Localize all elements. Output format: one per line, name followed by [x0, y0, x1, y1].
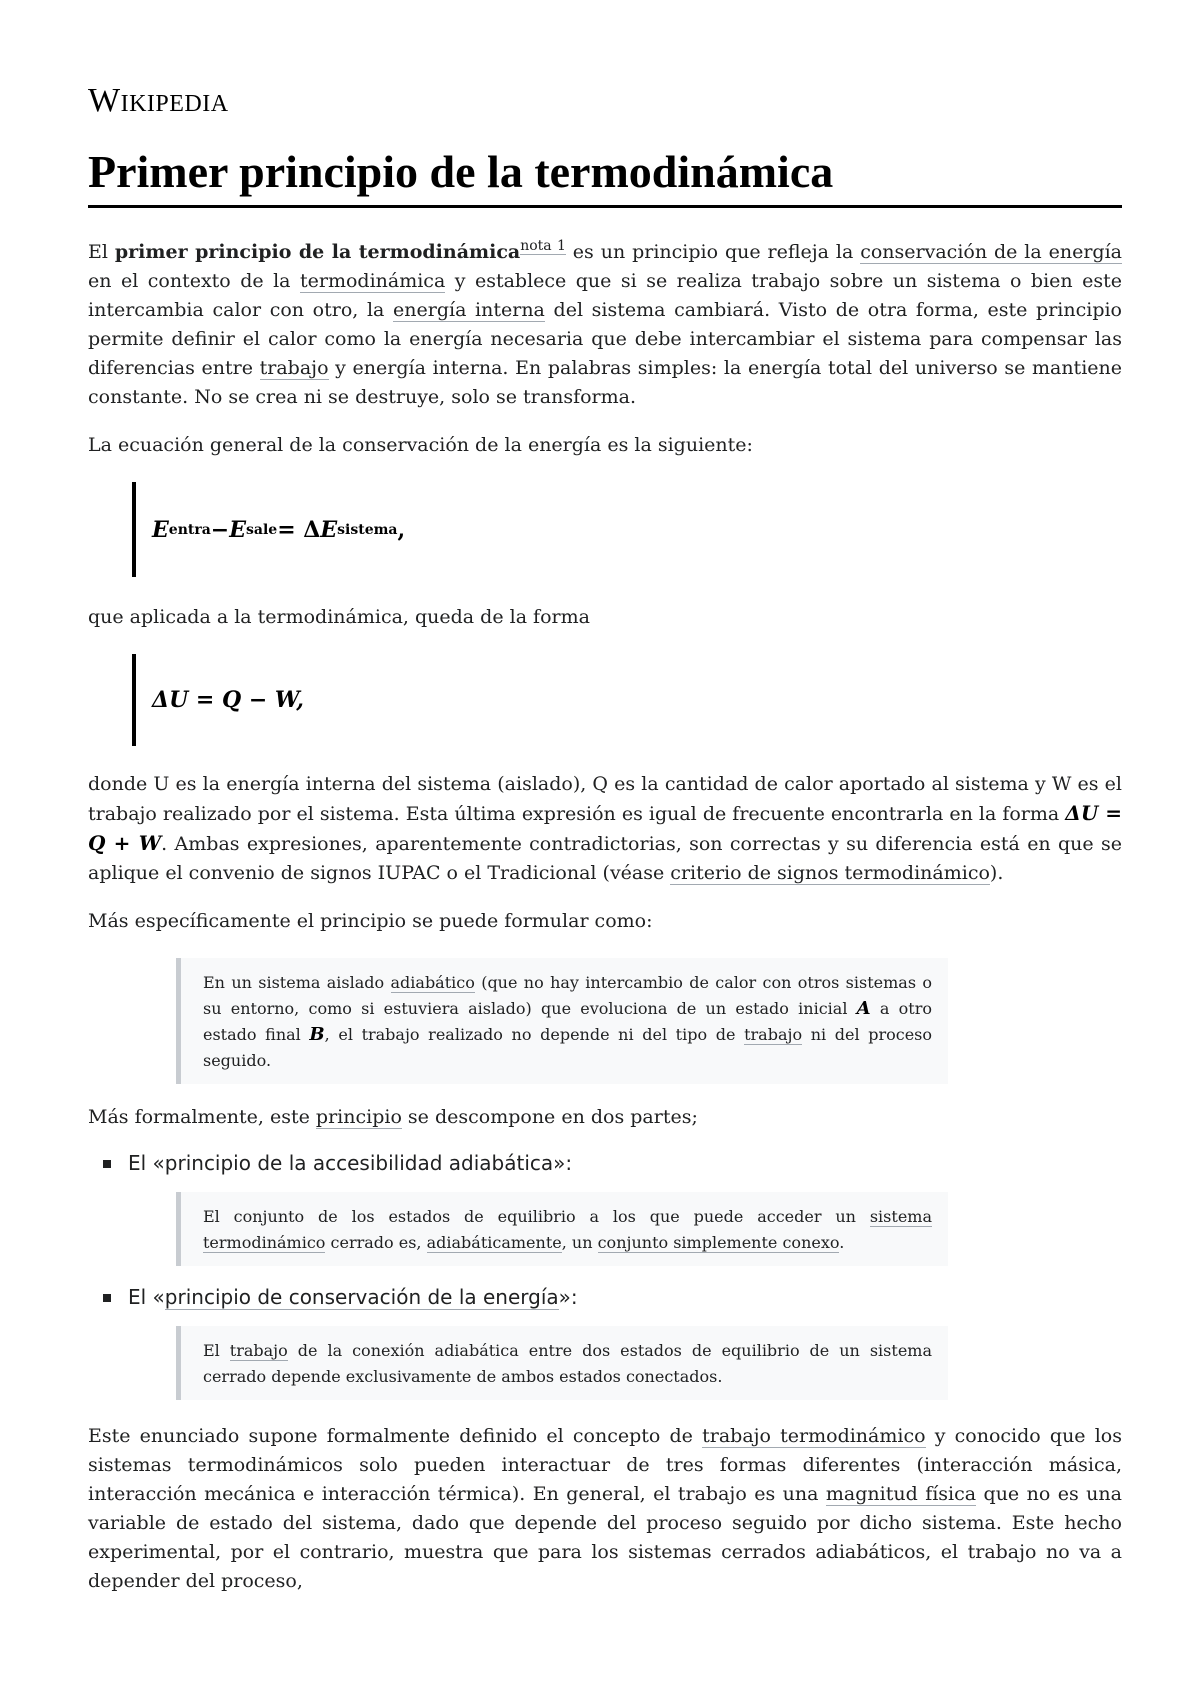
quote-text: , un: [561, 1233, 598, 1253]
quote-text: de la conexión adiabática entre dos estados de equilibrio de un sistema cerrado depende exclusivamente de ambos estados conectados.: [203, 1341, 932, 1387]
math-subscript: sale: [246, 521, 278, 538]
intro-text: y establece que si se realiza trabajo sobre un sistema o bien este intercambia calor con otro, la: [88, 270, 1122, 322]
link-conjunto-simplemente-conexo[interactable]: conjunto simplemente conexo: [597, 1233, 840, 1253]
blockquote-accessibility: [176, 1192, 948, 1266]
inline-math-b: B: [309, 1024, 325, 1046]
principles-list: [88, 1282, 1122, 1312]
final-text: que no es una variable de estado del sistema, dado que depende del proceso seguido por dicho sistema. Este hecho experimental, por el contrario, muestra que para los sistemas cerrados adiabáticos, el trabajo no va a depender del proceso,: [88, 1483, 1122, 1593]
link-trabajo[interactable]: trabajo: [259, 357, 329, 380]
list-item: [88, 1282, 1122, 1312]
intro-text: y energía interna. En palabras simples: la energía total del universo se mantiene constante. No se crea ni se destruye, solo se transforma.: [88, 357, 1122, 409]
final-text: y conocido que los sistemas termodinámicos solo pueden interactuar de tres formas diferentes (interacción másica, interacción mecánica e interacción térmica). En general, el trabajo es una: [88, 1425, 1122, 1506]
note-ref-link[interactable]: nota 1: [520, 238, 566, 255]
quote-text: (que no hay intercambio de calor con otros sistemas o su entorno, como si estuviera aislado) que evoluciona de un estado inicial: [203, 973, 933, 1019]
quote-text: El conjunto de los estados de equilibrio a los que puede acceder un: [203, 1207, 870, 1227]
intro-text: es un principio que refleja la: [565, 241, 861, 264]
page-title: Primer principio de la termodinámica: [88, 144, 1122, 208]
link-conservacion-energia[interactable]: conservación de la energía: [860, 241, 1122, 264]
math-operator: −: [210, 516, 230, 543]
intro-text: en el contexto de la: [88, 270, 300, 293]
inline-math: ΔU = Q + W: [88, 801, 1122, 856]
explanation-text: ).: [989, 862, 1004, 885]
link-sistema-termodinamico[interactable]: sistema termodinámico: [203, 1207, 932, 1253]
quote-text: , el trabajo realizado no depende ni del tipo de: [324, 1025, 745, 1045]
math-operator: = Δ: [277, 516, 321, 543]
formal-paragraph: [88, 1103, 1122, 1132]
link-adiabaticamente[interactable]: adiabáticamente: [426, 1233, 562, 1253]
explanation-text: donde U es la energía interna del sistema (aislado), Q es la cantidad de calor aportado al sistema y W es el trabajo realizado por el sistema. Esta última expresión es igual de frecuente encontrarla en la forma: [88, 773, 1122, 826]
math-symbol: E: [229, 516, 246, 543]
bullet-marker: [103, 1294, 111, 1302]
link-trabajo-termodinamico[interactable]: trabajo termodinámico: [702, 1425, 926, 1448]
formal-text: se descompone en dos partes;: [401, 1106, 698, 1129]
wikipedia-logo[interactable]: Wikipedia: [88, 82, 229, 119]
equation2-intro: que aplicada a la termodinámica, queda de la forma: [88, 606, 590, 629]
explanation-text: . Ambas expresiones, aparentemente contradictorias, son correctas y su diferencia está en que se aplique el convenio de signos IUPAC o el Tradicional (véase: [88, 833, 1122, 885]
link-criterio-signos[interactable]: criterio de signos termodinámico: [670, 862, 990, 885]
math-punctuation: ,: [397, 516, 406, 543]
formal-text: Más formalmente, este: [88, 1106, 316, 1129]
article: [88, 80, 1122, 1596]
link-adiabatico[interactable]: adiabático: [390, 973, 475, 993]
math-expression: ΔU = Q − W,: [152, 687, 304, 714]
list-item-label: »:: [558, 1285, 578, 1310]
link-magnitud-fisica[interactable]: magnitud física: [825, 1483, 977, 1506]
quote-text: .: [839, 1233, 845, 1253]
inline-math-a: A: [856, 998, 871, 1020]
final-text: Este enunciado supone formalmente definido el concepto de: [88, 1425, 703, 1448]
quote-text: ni del proceso seguido.: [203, 1025, 933, 1071]
list-item: [88, 1148, 1122, 1178]
equation-conservation: [132, 482, 1122, 577]
equation-intro: La ecuación general de la conservación de la energía es la siguiente:: [88, 434, 753, 457]
link-termodinamica[interactable]: termodinámica: [299, 270, 446, 293]
intro-text: El: [88, 241, 115, 264]
list-item-label: El «principio de la accesibilidad adiabática»:: [128, 1151, 573, 1176]
formulate-intro: Más específicamente el principio se puede formular como:: [88, 910, 653, 933]
equation-first-law: [132, 654, 1122, 746]
link-trabajo[interactable]: trabajo: [744, 1025, 803, 1045]
bullet-marker: [103, 1160, 111, 1168]
list-item-label: El «: [128, 1285, 165, 1310]
quote-text: En un sistema aislado: [203, 973, 391, 993]
principles-list: [88, 1148, 1122, 1178]
quote-text: a otro estado final: [203, 999, 932, 1045]
link-principio-conservacion[interactable]: principio de conservación de la energía: [164, 1285, 559, 1310]
math-symbol: E: [320, 516, 338, 543]
intro-text: del sistema cambiará. Visto de otra forma, este principio permite definir el calor como la energía necesaria que debe intercambiar el sistema para compensar las diferencias entre: [88, 299, 1122, 380]
blockquote-conservation: [176, 1326, 948, 1400]
math-subscript: entra: [168, 521, 211, 538]
intro-paragraph: [88, 238, 1122, 412]
math-subscript: sistema: [337, 521, 398, 538]
explanation-paragraph: [88, 770, 1122, 888]
lead-term: primer principio de la termodinámica: [114, 241, 521, 264]
quote-text: cerrado es,: [325, 1233, 427, 1253]
link-energia-interna[interactable]: energía interna: [393, 299, 545, 322]
blockquote-adiabatic: [176, 958, 948, 1084]
link-trabajo[interactable]: trabajo: [229, 1341, 288, 1361]
math-symbol: E: [152, 516, 169, 543]
quote-text: El: [203, 1341, 230, 1361]
link-principio[interactable]: principio: [315, 1106, 402, 1129]
final-paragraph: [88, 1422, 1122, 1596]
